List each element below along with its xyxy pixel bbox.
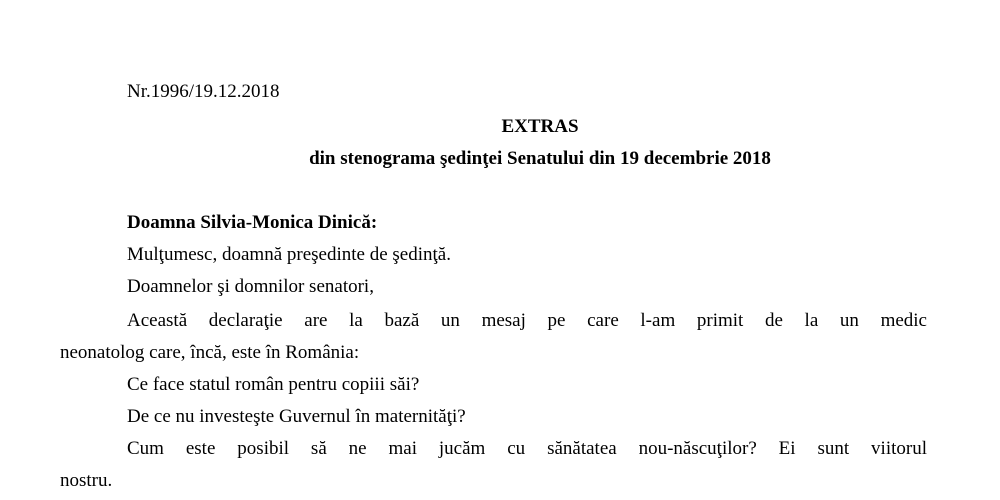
paragraph-line: nostru. — [60, 470, 113, 491]
paragraph-line: Cum este posibil să ne mai jucăm cu sănătatea nou-născuţilor? Ei sunt viitorul — [127, 438, 927, 459]
document-subtitle: din stenograma şedinţei Senatului din 19 decembrie 2018 — [309, 148, 771, 169]
paragraph-line: neonatolog care, încă, este în România: — [60, 342, 360, 363]
paragraph-line: Doamnelor şi domnilor senatori, — [127, 276, 374, 297]
paragraph-line: Mulţumesc, doamnă preşedinte de şedinţă. — [127, 244, 451, 265]
document-title: EXTRAS — [501, 116, 579, 137]
speaker-name: Doamna Silvia-Monica Dinică: — [127, 212, 378, 233]
paragraph-line: Această declaraţie are la bază un mesaj pe care l-am primit de la un medic — [127, 310, 927, 331]
reference-number: Nr.1996/19.12.2018 — [127, 81, 280, 102]
paragraph-line: Ce face statul român pentru copiii săi? — [127, 374, 420, 395]
paragraph-line: De ce nu investeşte Guvernul în maternităţi? — [127, 406, 466, 427]
